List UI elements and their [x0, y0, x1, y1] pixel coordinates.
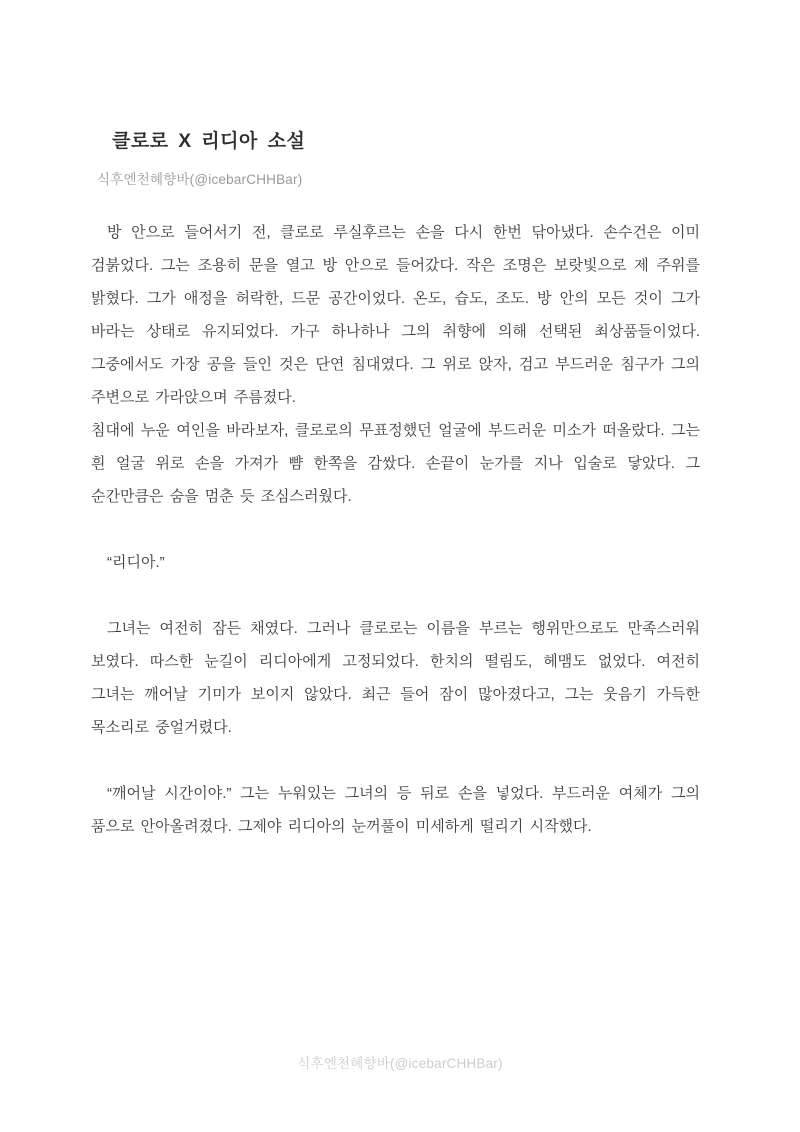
story-paragraph-3: 그녀는 여전히 잠든 채였다. 그러나 클로로는 이름을 부르는 행위만으로도 만족스러워 보였다. 따스한 눈길이 리디아에게 고정되었다. 한치의 떨림도, 헤맴도 없었다. 여전히 그녀는 깨어날 기미가 보이지 않았다. 최근 들어 잠이 많아졌다고, 그는 웃음기 가득한 목소리로 중얼거렸다.: [91, 620, 700, 736]
footer-watermark: 식후엔천혜향바(@icebarCHHBar): [297, 1056, 503, 1071]
author-handle: 식후엔천혜향바(@icebarCHHBar): [97, 171, 303, 187]
page-title: 클로로 X 리디아 소설: [112, 131, 306, 152]
story-body: [91, 216, 700, 843]
story-paragraph-1: 방 안으로 들어서기 전, 클로로 루실후르는 손을 다시 한번 닦아냈다. 손수건은 이미 검붉었다. 그는 조용히 문을 열고 방 안으로 들어갔다. 작은 조명은 보랏빛으로 제 주위를 밝혔다. 그가 애정을 허락한, 드문 공간이었다. 온도, 습도, 조도. 방 안의 모든 것이 그가 바라는 상태로 유지되었다. 가구 하나하나 그의 취향에 의해 선택된 최상품들이었다. 그중에서도 가장 공을 들인 것은 단연 침대였다. 그 위로 앉자, 검고 부드러운 침구가 그의 주변으로 가라앉으며 주름졌다.: [91, 224, 700, 406]
story-paragraph-2: 침대에 누운 여인을 바라보자, 클로로의 무표정했던 얼굴에 부드러운 미소가 떠올랐다. 그는 흰 얼굴 위로 손을 가져가 뺨 한쪽을 감쌌다. 손끝이 눈가를 지나 입술로 닿았다. 그 순간만큼은 숨을 멈춘 듯 조심스러웠다.: [91, 422, 700, 505]
document-footer: [0, 1052, 800, 1073]
document-header: [91, 131, 701, 188]
story-paragraph-4: “깨어날 시간이야.” 그는 누워있는 그녀의 등 뒤로 손을 넣었다. 부드러운 여체가 그의 품으로 안아올려졌다. 그제야 리디아의 눈꺼풀이 미세하게 떨리기 시작했다.: [91, 785, 700, 835]
dialogue-line: “리디아.”: [107, 554, 165, 571]
